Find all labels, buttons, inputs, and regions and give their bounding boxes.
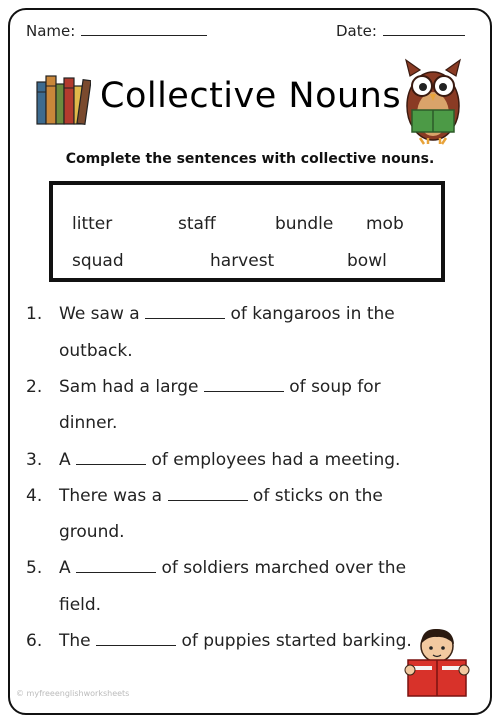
word-bank-item: mob [366,214,404,234]
question-text: The [59,631,91,651]
word-bank-item: litter [72,214,113,234]
question-number: 5. [26,558,43,578]
question-continuation: field. [59,595,102,615]
page-title: Collective Nouns [100,76,402,116]
question-text: A [59,450,71,470]
question-text: of soup for [289,377,381,397]
question-text: of kangaroos in the [230,304,395,324]
answer-blank[interactable] [204,377,284,392]
word-bank-item: staff [178,214,216,234]
question-text: of sticks on the [252,486,383,506]
answer-blank[interactable] [145,304,225,319]
answer-blank[interactable] [76,450,146,465]
question-text: Sam had a large [59,377,199,397]
question-text: of puppies started barking. [181,631,412,651]
date-label: Date: [336,22,377,40]
word-bank-item: squad [72,251,124,271]
answer-blank[interactable] [168,486,248,501]
question-text: There was a [59,486,163,506]
name-label: Name: [26,22,76,40]
answer-blank[interactable] [76,558,156,573]
word-bank-item: bowl [347,251,387,271]
name-field [26,22,207,40]
date-line [383,35,465,36]
word-bank-item: bundle [275,214,334,234]
question-number: 2. [26,377,43,397]
question-continuation: outback. [59,341,133,361]
instruction-text: Complete the sentences with collective nouns. [65,151,435,167]
question-text: of soldiers marched over the [161,558,407,578]
question-text: of employees had a meeting. [151,450,401,470]
question-number: 4. [26,486,43,506]
kid-reading-icon [404,626,470,698]
name-line [81,35,207,36]
question-number: 1. [26,304,43,324]
question-number: 6. [26,631,43,651]
footer-credit: © myfreeenglishworksheets [16,689,130,698]
word-bank-item: harvest [210,251,275,271]
question-text: A [59,558,71,578]
question-continuation: dinner. [59,413,118,433]
question-number: 3. [26,450,43,470]
date-field [336,22,465,40]
question-continuation: ground. [59,522,125,542]
owl-reading-icon [400,54,466,146]
books-icon [35,72,91,126]
answer-blank[interactable] [96,631,176,646]
question-text: We saw a [59,304,140,324]
